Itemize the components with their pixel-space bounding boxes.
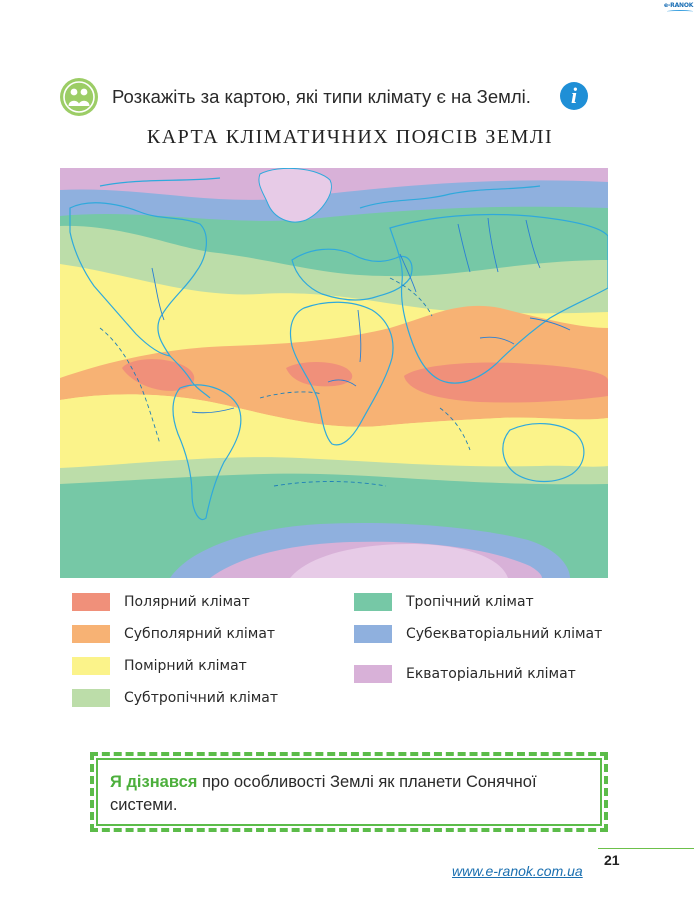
legend-swatch-subequatorial [354, 625, 392, 643]
legend-label-temperate: Помірний клімат [124, 658, 247, 674]
climate-map-svg [60, 168, 608, 578]
page-number: 21 [604, 852, 620, 868]
legend-swatch-subtropical [72, 689, 110, 707]
learned-lead: Я дізнався [110, 773, 198, 791]
publisher-site-link[interactable]: www.e-ranok.com.ua [452, 863, 583, 879]
legend-swatch-polar [72, 593, 110, 611]
publisher-logo-text: e-RANOK [664, 2, 694, 9]
learned-text [110, 771, 590, 817]
task-text: Розкажіть за картою, які типи клімату є на Землі. [112, 86, 531, 107]
task-row [60, 78, 600, 118]
legend-label-polar: Полярний клімат [124, 594, 250, 610]
legend-label-subpolar: Субполярний клімат [124, 626, 276, 642]
legend-label-subequatorial: Субекваторіальний клімат [406, 626, 603, 642]
learned-body: про особливості Землі як планети Сонячної системи. [110, 773, 537, 814]
publisher-logo-swoosh [667, 10, 693, 13]
legend-swatch-temperate [72, 657, 110, 675]
map-title: КАРТА КЛІМАТИЧНИХ ПОЯСІВ ЗЕМЛІ [146, 126, 554, 148]
info-icon: i [560, 82, 588, 110]
page-rule [598, 848, 694, 849]
legend-swatch-tropical [354, 593, 392, 611]
group-discussion-icon [60, 78, 98, 116]
legend-swatch-subpolar [72, 625, 110, 643]
legend-label-equatorial: Екваторіальний клімат [406, 666, 576, 682]
legend-label-subtropical: Субтропічний клімат [124, 690, 279, 706]
legend-swatch-equatorial [354, 665, 392, 683]
publisher-logo [664, 2, 696, 14]
climate-map [60, 168, 608, 578]
legend-label-tropical: Тропічний клімат [406, 594, 534, 610]
